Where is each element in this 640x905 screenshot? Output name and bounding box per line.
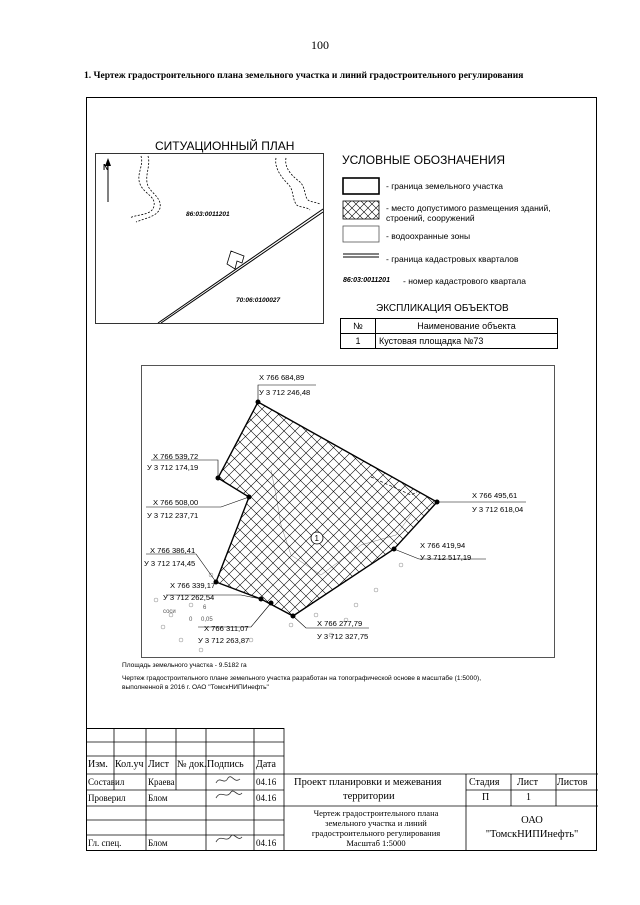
legend-item-quarter-line: - граница кадастровых кварталов: [386, 254, 519, 264]
site-outline: [227, 251, 244, 269]
legend-item-placement-line2: строений, сооружений: [386, 213, 475, 223]
legend-title: УСЛОВНЫЕ ОБОЗНАЧЕНИЯ: [342, 153, 506, 167]
coord-8-y: У 3 712 517,19: [420, 553, 472, 562]
explication-title: ЭКСПЛИКАЦИЯ ОБЪЕКТОВ: [376, 303, 509, 314]
map-label-v2: 0,05: [201, 617, 213, 623]
situational-plan-box: [95, 153, 324, 324]
tb-project-title-line2: территории: [343, 791, 395, 802]
coord-5-x: X 766 339,17: [170, 581, 216, 590]
tb-name-chief: Блом: [148, 838, 168, 848]
quarter-label-top: 86:03:0011201: [186, 211, 230, 218]
coord-9-y: У 3 712 618,04: [472, 505, 524, 514]
water-contour-right-2: [286, 158, 320, 204]
water-contour-right: [276, 158, 310, 210]
water-contour-left: [130, 156, 154, 218]
tb-sheets-label: Листов: [557, 777, 588, 788]
tb-header-list: Лист: [148, 759, 169, 770]
coord-4-y: У 3 712 174,45: [144, 559, 196, 568]
coord-9-x: X 766 495,61: [472, 491, 518, 500]
tb-desc-line1: Чертеж градостроительного плана: [313, 808, 439, 818]
coord-6-x: X 766 311,07: [204, 624, 249, 633]
coord-1-x: X 766 684,89: [259, 373, 305, 382]
signatures: [212, 772, 246, 847]
legend-item-placement: - место допустимого размещения зданий,: [386, 203, 551, 213]
tb-header-doc: № док.: [177, 759, 207, 770]
coord-1-y: У 3 712 246,48: [259, 388, 311, 397]
tb-role-chief: Гл. спец.: [88, 838, 122, 848]
explication-header-name: Наименование объекта: [376, 319, 558, 334]
coord-4-x: X 766 386,41: [150, 546, 196, 555]
tb-header-sign: Подпись: [207, 759, 244, 770]
signature-1: [216, 777, 240, 783]
tb-desc-line3: градостроительного регулирования: [311, 828, 441, 838]
tb-stage-value: П: [482, 792, 490, 803]
quarter-boundary-line-2: [161, 212, 323, 323]
tb-date-chief: 04.16: [256, 838, 277, 848]
tb-header-kol: Кол.уч: [115, 759, 144, 770]
basis-note-line2: выполненной в 2016 г. ОАО "ТомскНИПИнефть": [122, 684, 269, 691]
legend-item-quarter-number: - номер кадастрового квартала: [403, 276, 526, 286]
tb-desc-line2: земельного участка и линий: [325, 818, 427, 828]
coord-7-x: X 766 277,79: [317, 619, 363, 628]
legend-item-quarter-code: 86:03:0011201: [343, 277, 390, 284]
tb-role-checked: Проверил: [88, 793, 126, 803]
coord-6-y: У 3 712 263,87: [198, 636, 250, 645]
area-note: Площадь земельного участка - 9.5182 га: [122, 662, 247, 669]
coord-7-y: У 3 712 327,75: [317, 632, 369, 641]
situational-plan-title: СИТУАЦИОННЫЙ ПЛАН: [155, 139, 295, 153]
north-label: N: [103, 163, 109, 172]
legend-item-water-zone: - водоохранные зоны: [386, 231, 471, 241]
situational-map: [96, 154, 323, 323]
tb-project-title: Проект планировки и межевания: [294, 777, 442, 788]
tb-header-date: Дата: [256, 759, 276, 770]
map-label-num: 6: [203, 605, 207, 611]
map-label-v1: 0: [189, 617, 193, 623]
page-number: 100: [311, 38, 329, 52]
explication-header-num: №: [341, 319, 376, 334]
coord-2-y: У 3 712 174,19: [147, 463, 199, 472]
coord-2-x: X 766 539,72: [153, 452, 199, 461]
explication-row-name: Кустовая площадка №73: [376, 334, 558, 349]
plan-notes: [122, 661, 481, 692]
tb-scale: Масштаб 1:5000: [346, 838, 406, 848]
tb-sheet-label: Лист: [517, 777, 538, 788]
legend-placement-symbol: [343, 201, 379, 219]
signature-2: [216, 791, 242, 798]
land-plot-boundary: [216, 402, 437, 616]
tb-date-compiled: 04.16: [256, 777, 277, 787]
tb-stage-label: Стадия: [469, 777, 500, 788]
explication-header-row: [341, 319, 558, 334]
quarter-label-bottom: 70:06:0100027: [236, 297, 281, 304]
tb-date-checked: 04.16: [256, 793, 277, 803]
tb-header-izm: Изм.: [88, 759, 108, 770]
quarter-boundary-line: [158, 209, 323, 323]
tb-org-line2: "ТомскНИПИнефть": [485, 829, 579, 840]
water-contour-left-2: [136, 156, 160, 222]
tb-role-compiled: Составил: [88, 777, 125, 787]
tb-name-checked: Блом: [148, 793, 168, 803]
map-label-well: соси: [163, 609, 176, 615]
basis-note-line1: Чертеж градостроительного плане земельного участка разработан на топографической основе в масштабе (1:5000),: [122, 675, 482, 682]
tb-sheet-value: 1: [526, 792, 531, 803]
legend-boundary-symbol: [343, 178, 379, 194]
legend-item-boundary: - граница земельного участка: [386, 181, 503, 191]
object-marker-label: 1: [314, 534, 319, 543]
explication-table: [340, 318, 558, 349]
coord-3-x: X 766 508,00: [153, 498, 199, 507]
explication-row: [341, 334, 558, 349]
signature-3: [216, 835, 242, 842]
tb-org-line1: ОАО: [521, 815, 543, 826]
coord-3-y: У 3 712 237,71: [147, 511, 199, 520]
document-heading: 1. Чертеж градостроительного плана земельного участка и линий градостроительного регулирования: [84, 71, 524, 81]
coord-8-x: X 766 419,94: [420, 541, 466, 550]
legend-water-zone-symbol: [343, 226, 379, 242]
coord-5-y: У 3 712 262,54: [163, 593, 215, 602]
tb-name-compiled: Краева: [148, 777, 175, 787]
explication-row-num: 1: [341, 334, 376, 349]
